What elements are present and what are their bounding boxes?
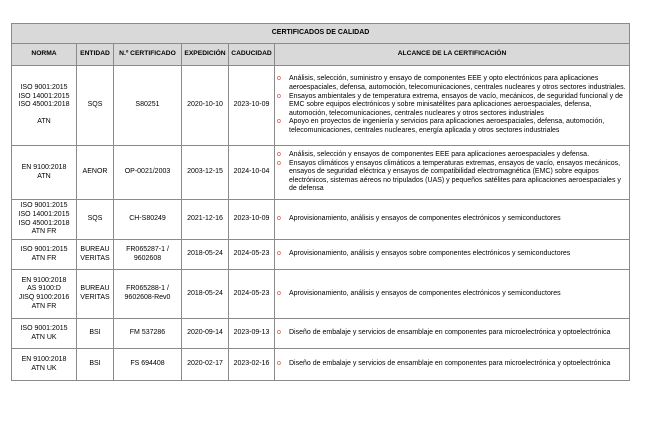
cell-norma-line: EN 9100:2018 [21, 355, 67, 363]
cell-alcance [275, 146, 630, 200]
cell-norma-line: ISO 9001:2015 [20, 202, 68, 210]
cell-certificado-line: OP-0021/2003 [124, 168, 171, 176]
scope-item [277, 250, 627, 259]
table-row [12, 319, 630, 349]
scope-text: Análisis, selección y ensayos de componentes EEE para aplicaciones aeroespaciales y defensa. [289, 151, 590, 159]
cell-norma-line: ATN UK [31, 333, 57, 341]
scope-text: Apoyo en proyectos de ingeniería y servicios para aplicaciones aeroespaciales, defensa, automoción, telecomunicaciones, centrales nucleares, energía aplicada y otros sectores industriales [289, 118, 605, 134]
hollow-circle-bullet-icon: o [277, 289, 281, 297]
scope-text: Aprovisionamiento, análisis y ensayos sobre componentes electrónicos y semiconductores [289, 250, 571, 258]
scope-item [277, 118, 627, 135]
scope-list [277, 215, 627, 224]
scope-list [277, 360, 627, 369]
scope-item [277, 360, 627, 369]
scope-item [277, 75, 627, 92]
cell-certificado [114, 270, 182, 319]
scope-text: Diseño de embalaje y servicios de ensamblaje en componentes para microelectrónica y optoelectrónica [289, 329, 611, 337]
table-row [12, 200, 630, 240]
cell-alcance [275, 240, 630, 270]
cell-entidad [77, 240, 114, 270]
cell-norma-line: ATN UK [31, 364, 57, 372]
cell-norma-line: EN 9100:2018 [21, 276, 67, 284]
header-caducidad: CADUCIDAD [229, 44, 275, 66]
cell-entidad [77, 200, 114, 240]
table-row [12, 240, 630, 270]
cell-caducidad: 2024-10-04 [229, 146, 275, 200]
scope-list [277, 329, 627, 338]
scope-list [277, 151, 627, 194]
cell-expedicion: 2020-09-14 [182, 319, 229, 349]
cell-entidad-line: VERITAS [80, 254, 110, 262]
cell-expedicion: 2021-12-16 [182, 200, 229, 240]
header-alcance: ALCANCE DE LA CERTIFICACIÓN [275, 44, 630, 66]
cell-certificado [114, 200, 182, 240]
cell-certificado-line: FM 537286 [129, 329, 166, 337]
hollow-circle-bullet-icon: o [277, 360, 281, 368]
cell-alcance [275, 200, 630, 240]
scope-list [277, 250, 627, 259]
table-row [12, 349, 630, 381]
cell-entidad-line: BUREAU [80, 285, 110, 293]
header-norma: NORMA [12, 44, 77, 66]
cell-norma [12, 319, 77, 349]
cell-norma [12, 349, 77, 381]
certificates-table [11, 23, 630, 381]
cell-norma-line: ATN [37, 118, 51, 126]
cell-caducidad: 2023-09-13 [229, 319, 275, 349]
table-row [12, 146, 630, 200]
cell-caducidad: 2023-10-09 [229, 200, 275, 240]
cell-norma-line: ATN FR [31, 254, 57, 262]
cell-certificado [114, 319, 182, 349]
table-title: CERTIFICADOS DE CALIDAD [12, 24, 630, 44]
scope-text: Ensayos climáticos y ensayos climáticos a temperaturas extremas, ensayos de vacío, ensayos mecánicos, ensayos de seguridad eléctrica y ensayos de compatibilidad electromagnética (EMC) sobre equipos electrónicos, sistemas aéreos no tripulados (UAS) y pequeños satélites para aplicaciones aeroespaciales y de defensa [289, 159, 621, 193]
cell-norma-line: ISO 9001:2015 [20, 324, 68, 332]
hollow-circle-bullet-icon: o [277, 215, 281, 223]
cell-certificado-line: CH-S80249 [129, 215, 166, 223]
table-row [12, 270, 630, 319]
scope-text: Ensayos ambientales y de temperatura extrema, ensayos de vacío, mecánicos, de seguridad funcional y de EMC sobre equipos electrónicos y sobre minisatélites para aplicaciones aeroespaciales, defensa, automoción, telecomunicaciones, centrales nucleares y otros sectores industriales [289, 92, 623, 117]
cell-alcance [275, 349, 630, 381]
header-certificado: N.º CERTIFICADO [114, 44, 182, 66]
cell-norma-line: ISO 45001:2018 [18, 101, 70, 109]
hollow-circle-bullet-icon: o [277, 75, 281, 83]
cell-certificado-line: FR065288-1 / [126, 285, 169, 293]
cell-entidad-line: VERITAS [80, 294, 110, 301]
hollow-circle-bullet-icon: o [277, 118, 281, 126]
scope-item [277, 160, 627, 194]
cell-norma [12, 240, 77, 270]
cell-norma [12, 66, 77, 146]
hollow-circle-bullet-icon: o [277, 159, 281, 167]
cell-entidad-line: BSI [89, 329, 101, 337]
header-entidad: ENTIDAD [77, 44, 114, 66]
cell-expedicion: 2018-05-24 [182, 240, 229, 270]
cell-entidad-line: AENOR [82, 168, 108, 176]
cell-expedicion: 2020-02-17 [182, 349, 229, 381]
cell-norma-line: JISQ 9100:2016 [18, 294, 70, 301]
cell-norma-line: EN 9100:2018 [21, 163, 67, 171]
cell-norma-line: AS 9100:D [27, 285, 61, 293]
cell-certificado-line: S80251 [135, 101, 160, 109]
hollow-circle-bullet-icon: o [277, 250, 281, 258]
header-expedicion: EXPEDICIÓN [182, 44, 229, 66]
cell-norma-line: ISO 9001:2015 [20, 245, 68, 253]
scope-item [277, 329, 627, 338]
cell-certificado-line: FR065287-1 / [126, 245, 169, 253]
cell-norma-line [14, 110, 74, 119]
cell-norma-line: ISO 14001:2015 [18, 92, 70, 100]
cell-alcance [275, 66, 630, 146]
cell-norma-line: ATN [37, 172, 51, 180]
cell-certificado [114, 146, 182, 200]
cell-norma [12, 200, 77, 240]
cell-caducidad: 2023-02-16 [229, 349, 275, 381]
cell-entidad-line: SQS [87, 101, 103, 109]
cell-certificado [114, 349, 182, 381]
table-body [12, 66, 630, 381]
cell-entidad-line: BUREAU [80, 245, 110, 253]
cell-certificado-line: 9602608-Rev0 [124, 294, 171, 301]
scope-list [277, 290, 627, 299]
cell-certificado-line: 9602608 [133, 254, 162, 262]
table-row [12, 66, 630, 146]
scope-list [277, 75, 627, 135]
cell-certificado-line: FS 694408 [130, 360, 165, 368]
cell-expedicion: 2020-10-10 [182, 66, 229, 146]
scope-text: Diseño de embalaje y servicios de ensamblaje en componentes para microelectrónica y optoelectrónica [289, 360, 611, 368]
scope-text: Aprovisionamiento, análisis y ensayos de componentes electrónicos y semiconductores [289, 289, 561, 297]
cell-certificado [114, 240, 182, 270]
scope-item [277, 215, 627, 224]
cell-norma [12, 270, 77, 319]
cell-caducidad: 2024-05-23 [229, 240, 275, 270]
hollow-circle-bullet-icon: o [277, 151, 281, 159]
cell-entidad [77, 66, 114, 146]
hollow-circle-bullet-icon: o [277, 329, 281, 337]
cell-certificado [114, 66, 182, 146]
cell-alcance [275, 270, 630, 319]
scope-item [277, 290, 627, 299]
hollow-circle-bullet-icon: o [277, 92, 281, 100]
cell-norma-line: ISO 9001:2015 [20, 84, 68, 92]
cell-expedicion: 2003-12-15 [182, 146, 229, 200]
scope-item [277, 93, 627, 119]
cell-caducidad: 2024-05-23 [229, 270, 275, 319]
cell-entidad [77, 146, 114, 200]
cell-norma-line: ATN FR [31, 302, 57, 310]
cell-entidad [77, 319, 114, 349]
cell-entidad-line: BSI [89, 360, 101, 368]
cell-norma-line: ISO 14001:2015 [18, 210, 70, 218]
cell-entidad [77, 349, 114, 381]
cell-norma-line: ATN FR [31, 228, 57, 236]
scope-item [277, 151, 627, 160]
cell-entidad-line: SQS [87, 215, 103, 223]
scope-text: Análisis, selección, suministro y ensayo de componentes EEE y opto electrónicos para aplicaciones aeroespaciales, defensa, automoción, telecomunicaciones, centrales nucleares y otros sectores industriales. [289, 75, 626, 92]
cell-alcance [275, 319, 630, 349]
scope-text: Aprovisionamiento, análisis y ensayos de componentes electrónicos y semiconductores [289, 215, 561, 223]
cell-caducidad: 2023-10-09 [229, 66, 275, 146]
cell-norma-line: ISO 45001:2018 [18, 219, 70, 227]
cell-entidad [77, 270, 114, 319]
cell-expedicion: 2018-05-24 [182, 270, 229, 319]
cell-norma [12, 146, 77, 200]
